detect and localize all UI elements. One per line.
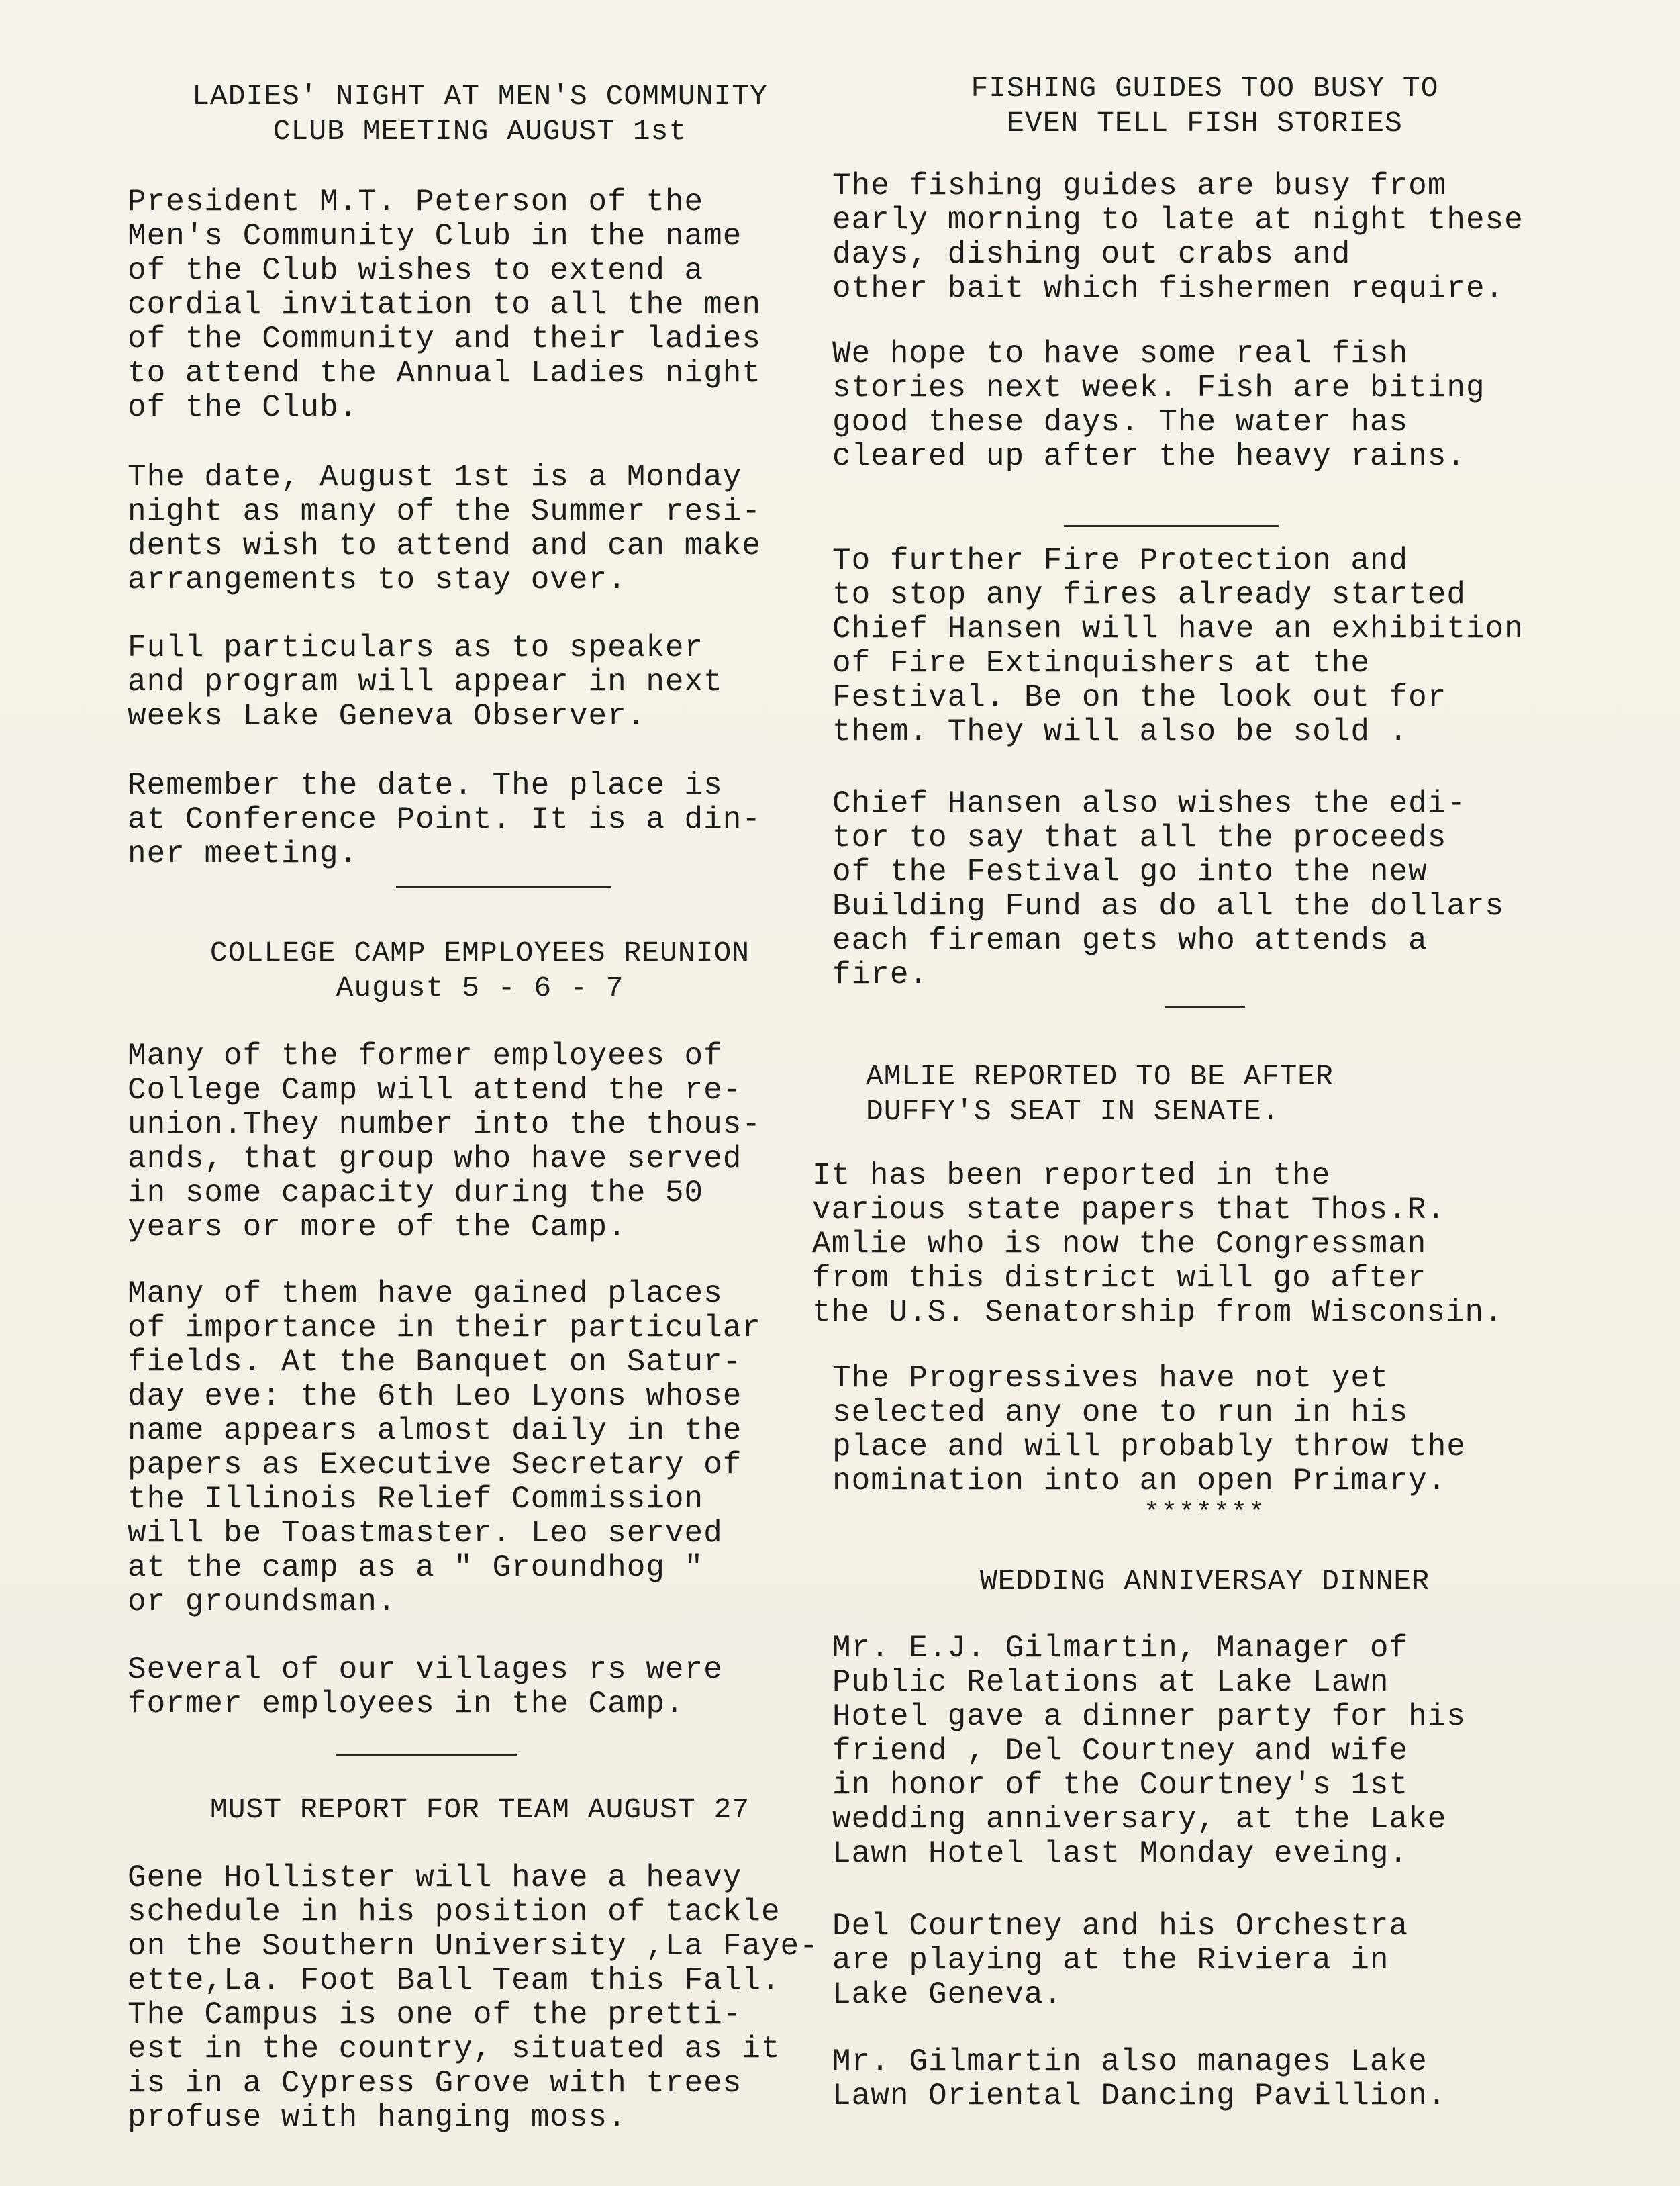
amlie-paragraph-1: It has been reported in the various state papers that Thos.R. Amlie who is now the Congressman from this district will go after the U.S. Senatorship from Wisconsin. [812, 1158, 1503, 1330]
section-divider [336, 1754, 517, 1756]
must-report-headline: MUST REPORT FOR TEAM AUGUST 27 [209, 1793, 750, 1826]
ladies-night-paragraph-1: President M.T. Peterson of the Men's Community Club in the name of the Club wishes to extend a cordial invitation to all the men of the Community and their ladies to attend the Annual Ladies night of the Club. [128, 185, 761, 425]
college-camp-headline: COLLEGE CAMP EMPLOYEES REUNION August 5 - 6 - 7 [209, 937, 750, 1004]
amlie-headline: AMLIE REPORTED TO BE AFTER DUFFY'S SEAT IN SENATE. [866, 1060, 1334, 1128]
college-camp-paragraph-3: Several of our villages rs were former employees in the Camp. [128, 1652, 723, 1721]
ladies-night-paragraph-3: Full particulars as to speaker and program will appear in next weeks Lake Geneva Observer. [128, 630, 723, 734]
fire-protection-paragraph-1: To further Fire Protection and to stop any fires already started Chief Hansen will have an exhibition of Fire Extinquishers at the Festival. Be on the look out for them. They will also be sold . [832, 543, 1524, 749]
wedding-headline: WEDDING ANNIVERSAY DINNER [979, 1565, 1430, 1598]
wedding-paragraph-3: Mr. Gilmartin also manages Lake Lawn Oriental Dancing Pavillion. [832, 2044, 1447, 2113]
amlie-paragraph-2: The Progressives have not yet selected any one to run in his place and will probably throw the nomination into an open Primary. [832, 1361, 1466, 1499]
wedding-paragraph-1: Mr. E.J. Gilmartin, Manager of Public Relations at Lake Lawn Hotel gave a dinner party for his friend , Del Courtney and wife in honor of the Courtney's 1st wedding anniversary, at the Lake Lawn Hotel last Monday eveing. [832, 1631, 1466, 1871]
fishing-headline: FISHING GUIDES TOO BUSY TO EVEN TELL FISH STORIES [971, 72, 1439, 140]
section-separator-stars: ******* [1143, 1499, 1267, 1529]
college-camp-paragraph-1: Many of the former employees of College Camp will attend the re- union.They number into the thous- ands, that group who have served in some capacity during the 50 years or more of the Camp. [128, 1039, 761, 1245]
college-camp-paragraph-2: Many of them have gained places of importance in their particular fields. At the Banquet on Satur- day eve: the 6th Leo Lyons whose name appears almost daily in the papers as Executive Secretary of the Illinois Relief Commission will be Toastmaster. Leo served at the camp as a " Groundhog " or groundsman. [128, 1276, 761, 1619]
section-divider [1165, 1006, 1245, 1008]
section-divider [396, 886, 611, 888]
wedding-paragraph-2: Del Courtney and his Orchestra are playing at the Riviera in Lake Geneva. [832, 1909, 1409, 2012]
section-divider [1064, 525, 1279, 527]
fishing-paragraph-2: We hope to have some real fish stories next week. Fish are biting good these days. The water has cleared up after the heavy rains. [832, 336, 1485, 474]
must-report-paragraph: Gene Hollister will have a heavy schedule in his position of tackle on the Southern University ,La Faye- ette,La. Foot Ball Team this Fall. The Campus is one of the pretti- est in the country, situated as it is in a Cypress Grove with trees profuse with hanging moss. [128, 1860, 819, 2135]
ladies-night-headline: LADIES' NIGHT AT MEN'S COMMUNITY CLUB MEETING AUGUST 1st [192, 80, 768, 148]
fishing-paragraph-1: The fishing guides are busy from early morning to late at night these days, dishing out crabs and other bait which fishermen require. [832, 169, 1524, 306]
ladies-night-paragraph-4: Remember the date. The place is at Conference Point. It is a din- ner meeting. [128, 768, 761, 871]
fire-protection-paragraph-2: Chief Hansen also wishes the edi- tor to say that all the proceeds of the Festival go into the new Building Fund as do all the dollars each fireman gets who attends a fire. [832, 786, 1505, 992]
ladies-night-paragraph-2: The date, August 1st is a Monday night as many of the Summer resi- dents wish to attend and can make arrangements to stay over. [128, 460, 761, 598]
